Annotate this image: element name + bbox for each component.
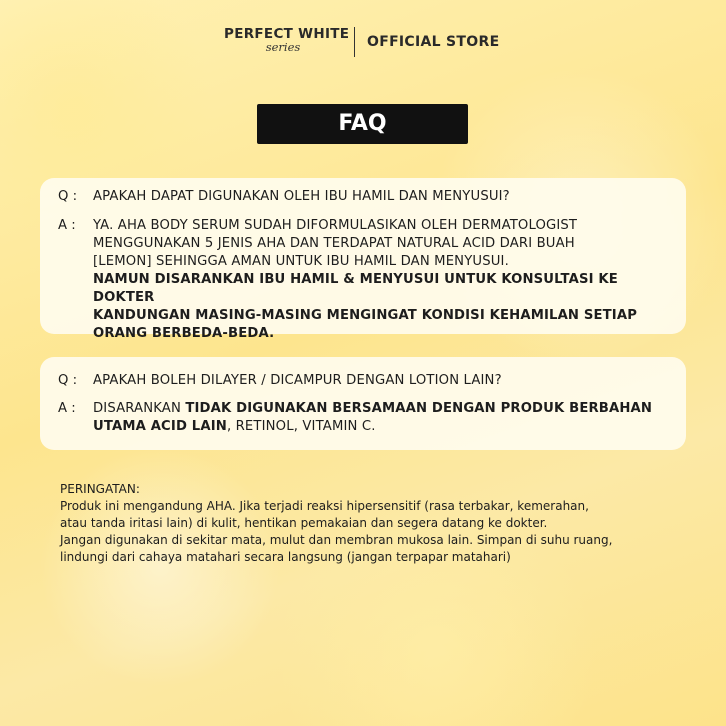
official-store-label: OFFICIAL STORE <box>367 34 500 50</box>
answer-plain: , RETINOL, VITAMIN C. <box>226 419 376 434</box>
warning-block <box>60 481 680 566</box>
answer-line: MENGGUNAKAN 5 JENIS AHA DAN TERDAPAT NATURAL ACID DARI BUAH <box>93 236 575 251</box>
brand-name: PERFECT WHITE <box>224 26 350 42</box>
answer-bold: UTAMA ACID LAIN <box>93 419 227 434</box>
answer-line-bold: KANDUNGAN MASING-MASING MENGINGAT KONDISI KEHAMILAN SETIAP <box>93 308 638 323</box>
warning-line: Produk ini mengandung AHA. Jika terjadi reaksi hipersensitif (rasa terbakar, kemerahan, <box>60 499 589 513</box>
answer-line <box>93 400 678 418</box>
warning-line: atau tanda iritasi lain) di kulit, hentikan pemakaian dan segera datang ke dokter. <box>60 516 548 530</box>
faq-card <box>40 178 686 341</box>
header-divider <box>354 27 355 57</box>
faq-title: FAQ <box>257 104 468 144</box>
warning-line: lindungi dari cahaya matahari secara langsung (jangan terpapar matahari) <box>60 550 511 564</box>
question-prefix: Q : <box>58 373 78 388</box>
warning-heading: PERINGATAN: <box>60 482 140 496</box>
answer-prefix: A : <box>58 401 76 416</box>
answer-bold: TIDAK DIGUNAKAN BERSAMAAN DENGAN PRODUK BERBAHAN <box>185 401 653 416</box>
answer-line <box>93 418 678 436</box>
question-text: APAKAH BOLEH DILAYER / DICAMPUR DENGAN LOTION LAIN? <box>93 373 502 388</box>
faq-card <box>40 357 686 450</box>
answer-line: YA. AHA BODY SERUM SUDAH DIFORMULASIKAN OLEH DERMATOLOGIST <box>93 218 578 233</box>
brand-subtitle: series <box>265 40 301 54</box>
warning-line: Jangan digunakan di sekitar mata, mulut dan membran mukosa lain. Simpan di suhu ruang, <box>60 533 613 547</box>
brand-logo <box>224 26 350 54</box>
answer-line-bold: ORANG BERBEDA-BEDA. <box>93 326 275 341</box>
answer-plain: DISARANKAN <box>93 401 186 416</box>
answer-text <box>93 400 678 436</box>
store-header <box>0 26 726 60</box>
answer-line: [LEMON] SEHINGGA AMAN UNTUK IBU HAMIL DAN MENYUSUI. <box>93 254 509 269</box>
answer-line-bold: NAMUN DISARANKAN IBU HAMIL & MENYUSUI UNTUK KONSULTASI KE DOKTER <box>93 272 618 305</box>
question-prefix: Q : <box>58 189 78 204</box>
answer-text <box>93 217 678 343</box>
question-text: APAKAH DAPAT DIGUNAKAN OLEH IBU HAMIL DAN MENYUSUI? <box>93 189 510 204</box>
answer-prefix: A : <box>58 218 76 233</box>
